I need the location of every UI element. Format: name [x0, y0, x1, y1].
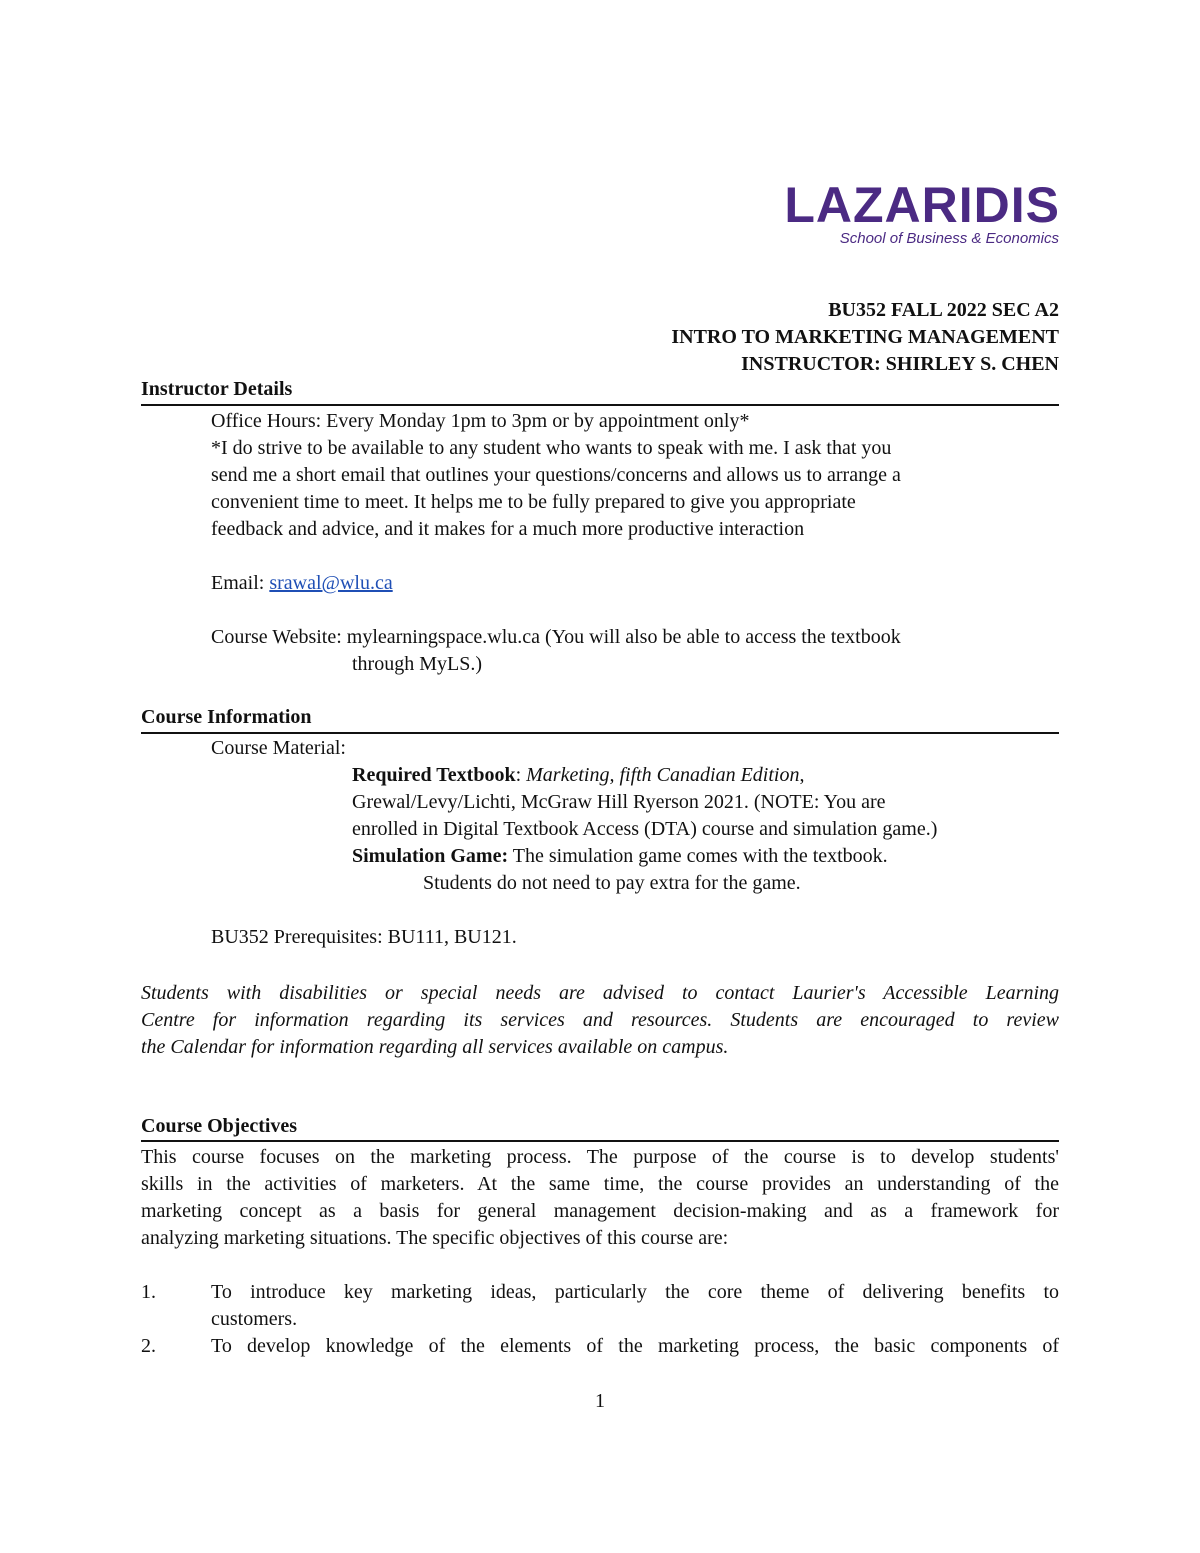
course-website: Course Website: mylearningspace.wlu.ca (You will also be able to access the textbook	[211, 626, 901, 648]
accessibility-line: Centre for information regarding its services and resources. Students are encouraged to review	[141, 1009, 1059, 1031]
note-line: send me a short email that outlines your questions/concerns and allows us to arrange a	[211, 464, 901, 486]
objectives-list	[141, 1279, 1059, 1360]
accessibility-note	[141, 980, 1059, 1061]
course-information-heading: Course Information	[141, 706, 312, 728]
instructor-name: INSTRUCTOR: SHIRLEY S. CHEN	[741, 353, 1059, 375]
course-material-label: Course Material:	[211, 737, 346, 759]
simulation-note: Students do not need to pay extra for the game.	[423, 872, 801, 894]
list-text-cont: customers.	[211, 1308, 298, 1330]
note-line: feedback and advice, and it makes for a much more productive interaction	[211, 518, 805, 540]
section-divider	[141, 404, 1059, 406]
separator: :	[515, 764, 527, 786]
page-number: 1	[595, 1390, 605, 1412]
list-item	[141, 1333, 1059, 1360]
list-item	[141, 1279, 1059, 1333]
course-website-cont: through MyLS.)	[352, 653, 482, 675]
logo-subtitle: School of Business & Economics	[839, 230, 1059, 247]
note-line: *I do strive to be available to any student who wants to speak with me. I ask that you	[211, 437, 892, 459]
office-hours: Office Hours: Every Monday 1pm to 3pm or by appointment only*	[211, 410, 750, 432]
email-label: Email:	[211, 572, 270, 594]
instructor-details-heading: Instructor Details	[141, 378, 293, 400]
prerequisites: BU352 Prerequisites: BU111, BU121.	[211, 926, 517, 948]
list-number: 2.	[141, 1335, 156, 1357]
objectives-line: marketing concept as a basis for general management decision-making and as a framework for	[141, 1200, 1059, 1222]
textbook-authors: Grewal/Levy/Lichti, McGraw Hill Ryerson 2021. (NOTE: You are	[352, 791, 886, 813]
section-divider	[141, 1140, 1059, 1142]
list-text: To introduce key marketing ideas, particularly the core theme of delivering benefits to	[211, 1281, 1059, 1303]
section-divider	[141, 732, 1059, 734]
list-text: To develop knowledge of the elements of the marketing process, the basic components of	[211, 1335, 1059, 1357]
textbook-title: Marketing, fifth Canadian Edition	[526, 764, 800, 786]
accessibility-line: the Calendar for information regarding all services available on campus.	[141, 1036, 729, 1058]
simulation-label: Simulation Game:	[352, 845, 509, 867]
accessibility-line: Students with disabilities or special needs are advised to contact Laurier's Accessible Learning	[141, 982, 1059, 1004]
textbook-line	[211, 762, 937, 789]
lazaridis-logo: LAZARIDIS	[784, 177, 1060, 233]
simulation-line	[211, 843, 937, 870]
course-title: INTRO TO MARKETING MANAGEMENT	[671, 326, 1059, 348]
email-link[interactable]: srawal@wlu.ca	[269, 572, 393, 594]
simulation-text: The simulation game comes with the textbook.	[508, 845, 888, 867]
course-information-body	[211, 735, 937, 951]
textbook-note: enrolled in Digital Textbook Access (DTA) course and simulation game.)	[352, 818, 938, 840]
objectives-line: analyzing marketing situations. The specific objectives of this course are:	[141, 1227, 729, 1249]
objectives-line: skills in the activities of marketers. At the same time, the course provides an understanding of the	[141, 1173, 1059, 1195]
instructor-details-body	[211, 408, 901, 678]
objectives-line: This course focuses on the marketing process. The purpose of the course is to develop students'	[141, 1146, 1059, 1168]
separator: ,	[799, 764, 805, 786]
course-objectives-heading: Course Objectives	[141, 1115, 298, 1137]
email-line	[211, 570, 901, 597]
textbook-label: Required Textbook	[352, 764, 516, 786]
objectives-intro	[141, 1144, 1059, 1252]
course-code: BU352 FALL 2022 SEC A2	[828, 299, 1059, 321]
list-number: 1.	[141, 1281, 156, 1303]
note-line: convenient time to meet. It helps me to be fully prepared to give you appropriate	[211, 491, 856, 513]
